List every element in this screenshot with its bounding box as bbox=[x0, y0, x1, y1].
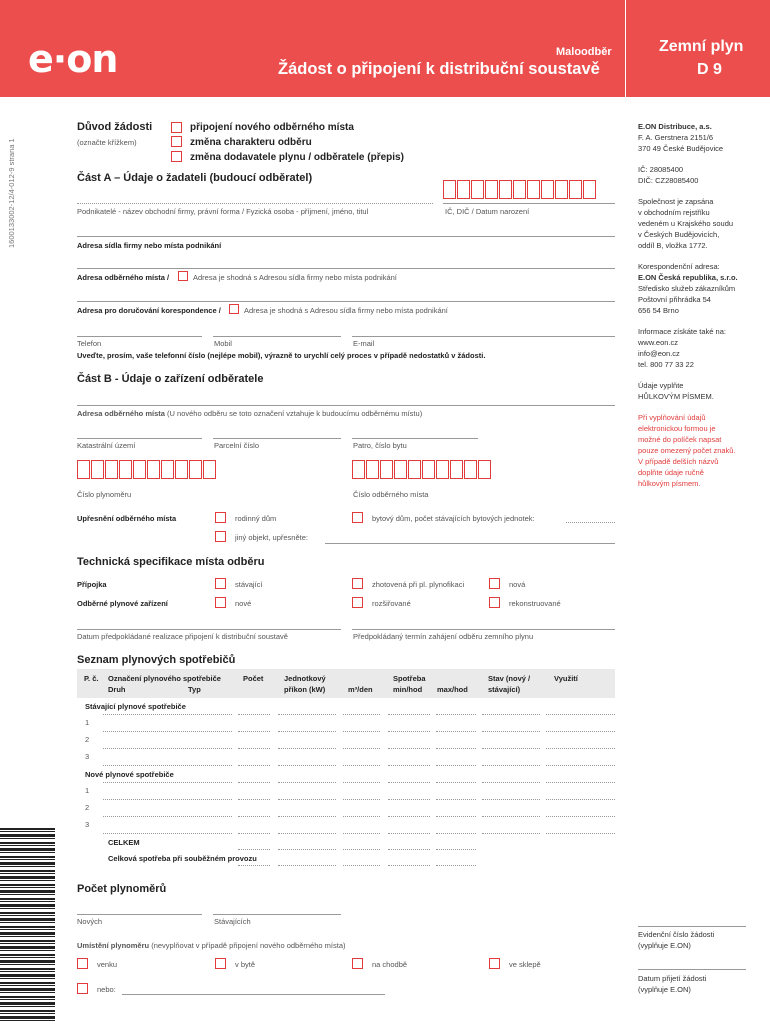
zarizeni-nove-checkbox[interactable] bbox=[215, 597, 226, 608]
company-dic: DIČ: CZ28085400 bbox=[638, 176, 699, 185]
duvod-option-1-checkbox[interactable] bbox=[171, 122, 182, 133]
table-cell-line[interactable] bbox=[343, 731, 380, 732]
patro-input-line[interactable] bbox=[352, 438, 478, 439]
termin-input-line[interactable] bbox=[352, 629, 615, 630]
pripojka-label: Přípojka bbox=[77, 580, 107, 589]
ic-label: IČ, DIČ / Datum narození bbox=[445, 207, 530, 216]
katastr-label: Katastrální území bbox=[77, 441, 136, 450]
register-4: v Českých Budějovicích, bbox=[638, 230, 720, 239]
table-cell-line[interactable] bbox=[238, 799, 270, 800]
duvod-title: Důvod žádosti bbox=[77, 121, 153, 133]
table-cell-line[interactable] bbox=[482, 816, 540, 817]
table-cell-line[interactable] bbox=[436, 865, 476, 866]
pripojka-stavajici-checkbox[interactable] bbox=[215, 578, 226, 589]
zarizeni-rekonstruovane-checkbox[interactable] bbox=[489, 597, 500, 608]
pripojka-nova-label: nová bbox=[509, 580, 526, 589]
company-name: E.ON Distribuce, a.s. bbox=[638, 122, 712, 131]
koresp-same-label: Adresa je shodná s Adresou sídla firmy nebo místa podnikání bbox=[244, 306, 448, 315]
table-cell-line[interactable] bbox=[436, 731, 476, 732]
table-cell-line[interactable] bbox=[343, 849, 380, 850]
th-spotreba: Spotřeba bbox=[393, 674, 426, 683]
duvod-hint: (označte křížkem) bbox=[77, 138, 137, 147]
info-1: Informace získáte také na: bbox=[638, 327, 726, 336]
company-addr-1: F. A. Gerstnera 2151/6 bbox=[638, 133, 714, 142]
rodinny-label: rodinný dům bbox=[235, 514, 277, 523]
th-pc: P. č. bbox=[84, 674, 99, 683]
addr-odber-label bbox=[77, 409, 422, 418]
register-2: v obchodním rejstříku bbox=[638, 208, 710, 217]
plynomer-label: Číslo plynoměru bbox=[77, 490, 132, 499]
bytovy-count-input[interactable] bbox=[566, 522, 615, 523]
table-cell-line[interactable] bbox=[103, 765, 232, 766]
header-divider bbox=[625, 0, 626, 97]
table-cell-line[interactable] bbox=[482, 748, 540, 749]
odber-same-label: Adresa je shodná s Adresou sídla firmy nebo místa podnikání bbox=[193, 273, 397, 282]
table-cell-line[interactable] bbox=[436, 833, 476, 834]
celkem-label: CELKEM bbox=[108, 838, 140, 847]
datum-realizace-label: Datum předpokládané realizace připojení k distribuční soustavě bbox=[77, 632, 288, 641]
table-cell-line[interactable] bbox=[103, 714, 232, 715]
duvod-option-3-label: změna dodavatele plynu / odběratele (přepis) bbox=[190, 152, 404, 163]
th-min-hod: min/hod bbox=[393, 685, 423, 694]
stavajici-row-1-number: 1 bbox=[85, 718, 90, 727]
koresp-2: E.ON Česká republika, s.r.o. bbox=[638, 273, 738, 282]
th-stav-2: stávající) bbox=[488, 685, 521, 694]
telefon-input-line[interactable] bbox=[77, 336, 202, 337]
table-cell-line[interactable] bbox=[436, 782, 476, 783]
table-cell-line[interactable] bbox=[278, 782, 336, 783]
th-druh: Druh bbox=[108, 685, 126, 694]
v-byte-checkbox[interactable] bbox=[215, 958, 226, 969]
prijeti-label-1: Datum přijetí žádosti bbox=[638, 974, 707, 983]
table-cell-line[interactable] bbox=[482, 799, 540, 800]
parcela-label: Parcelní číslo bbox=[214, 441, 260, 450]
th-max-hod: max/hod bbox=[437, 685, 468, 694]
misto-label: Číslo odběrného místa bbox=[353, 490, 429, 499]
th-m3-den: m³/den bbox=[348, 685, 373, 694]
table-cell-line[interactable] bbox=[278, 765, 336, 766]
duvod-option-3-checkbox[interactable] bbox=[171, 151, 182, 162]
table-cell-line[interactable] bbox=[546, 816, 615, 817]
nove-row-1-number: 1 bbox=[85, 786, 90, 795]
table-cell-line[interactable] bbox=[238, 782, 270, 783]
table-cell-line[interactable] bbox=[343, 816, 380, 817]
email-input-line[interactable] bbox=[352, 336, 615, 337]
ve-sklepe-label: ve sklepě bbox=[509, 960, 541, 969]
header-code: D 9 bbox=[697, 61, 722, 78]
barcode bbox=[0, 828, 55, 1024]
side-document-code: 1600133002-12/4-012-9 strana 1 bbox=[7, 138, 16, 248]
table-cell-line[interactable] bbox=[103, 816, 232, 817]
table-cell-line[interactable] bbox=[388, 731, 430, 732]
info-email[interactable]: info@eon.cz bbox=[638, 349, 680, 358]
jinde-checkbox[interactable] bbox=[77, 983, 88, 994]
table-cell-line[interactable] bbox=[103, 782, 232, 783]
prijeti-input-line[interactable] bbox=[638, 969, 746, 970]
duvod-option-1-label: připojení nového odběrného místa bbox=[190, 122, 354, 133]
jinde-label: nebo: bbox=[97, 985, 116, 994]
koresp-same-checkbox[interactable] bbox=[229, 304, 239, 314]
sidlo-label: Adresa sídla firmy nebo místa podnikání bbox=[77, 241, 222, 250]
table-cell-line[interactable] bbox=[482, 731, 540, 732]
table-cell-line[interactable] bbox=[546, 765, 615, 766]
nove-spotrebice-label: Nové plynové spotřebiče bbox=[85, 770, 174, 779]
koresp-3: Středisko služeb zákazníkům bbox=[638, 284, 736, 293]
na-chodbe-checkbox[interactable] bbox=[352, 958, 363, 969]
register-5: oddíl B, vložka 1772. bbox=[638, 241, 708, 250]
table-cell-line[interactable] bbox=[278, 849, 336, 850]
telefon-label: Telefon bbox=[77, 339, 102, 348]
table-cell-line[interactable] bbox=[343, 782, 380, 783]
table-cell-line[interactable] bbox=[546, 714, 615, 715]
stavajici-row-2-number: 2 bbox=[85, 735, 90, 744]
table-cell-line[interactable] bbox=[482, 765, 540, 766]
zarizeni-nove-label: nové bbox=[235, 599, 252, 608]
nove-row-2-number: 2 bbox=[85, 803, 90, 812]
fill-note-2: HŮLKOVÝM PÍSMEM. bbox=[638, 392, 714, 401]
sidlo-input-line[interactable] bbox=[77, 236, 615, 237]
bytovy-label: bytový dům, počet stávajících bytových jednotek: bbox=[372, 514, 535, 523]
pripojka-nova-checkbox[interactable] bbox=[489, 578, 500, 589]
table-cell-line[interactable] bbox=[278, 714, 336, 715]
seznam-title: Seznam plynových spotřebičů bbox=[77, 654, 236, 666]
bytovy-checkbox[interactable] bbox=[352, 512, 363, 523]
addr-odber-label-rest: (U nového odběru se toto označení vztahuje k budoucímu odběrnému místu) bbox=[164, 409, 423, 418]
register-3: vedeném u Krajského soudu bbox=[638, 219, 734, 228]
jiny-label: jiný objekt, upřesněte: bbox=[235, 533, 308, 542]
duvod-option-2-label: změna charakteru odběru bbox=[190, 137, 312, 148]
part-a-title: Část A – Údaje o žadateli (budoucí odběratel) bbox=[77, 172, 313, 184]
zarizeni-rekonstruovane-label: rekonstruované bbox=[509, 599, 561, 608]
koresp-5: 656 54 Brno bbox=[638, 306, 679, 315]
upresneni-label: Upřesnění odběrného místa bbox=[77, 514, 177, 523]
zarizeni-label: Odběrné plynové zařízení bbox=[77, 599, 168, 608]
stavajicich-input-line[interactable] bbox=[213, 914, 341, 915]
table-cell-line[interactable] bbox=[278, 748, 336, 749]
zarizeni-rozsirovane-label: rozšiřované bbox=[372, 599, 411, 608]
pripojka-zhotovena-label: zhotovená při pl. plynofikaci bbox=[372, 580, 465, 589]
table-cell-line[interactable] bbox=[238, 849, 270, 850]
table-cell-line[interactable] bbox=[546, 731, 615, 732]
celkova-spotreba-label: Celková spotřeba při souběžném provozu bbox=[108, 854, 257, 863]
rodinny-checkbox[interactable] bbox=[215, 512, 226, 523]
ve-sklepe-checkbox[interactable] bbox=[489, 958, 500, 969]
right-info-column bbox=[638, 121, 738, 489]
koresp-4: Poštovní přihrádka 54 bbox=[638, 295, 711, 304]
umisteni-label-bold: Umístění plynoměru bbox=[77, 941, 150, 950]
table-cell-line[interactable] bbox=[388, 765, 430, 766]
v-byte-label: v bytě bbox=[235, 960, 256, 969]
th-pocet: Počet bbox=[243, 674, 264, 683]
table-cell-line[interactable] bbox=[278, 816, 336, 817]
table-cell-line[interactable] bbox=[482, 714, 540, 715]
table-cell-line[interactable] bbox=[388, 748, 430, 749]
table-cell-line[interactable] bbox=[238, 816, 270, 817]
addr-odber-input-line[interactable] bbox=[77, 405, 615, 406]
jiny-checkbox[interactable] bbox=[215, 531, 226, 542]
table-cell-line[interactable] bbox=[343, 865, 380, 866]
odber-input-line[interactable] bbox=[77, 268, 615, 269]
name-label: Podnikatelé - název obchodní firmy, právní forma / Fyzická osoba - příjmení, jméno, titul bbox=[77, 207, 369, 216]
table-cell-line[interactable] bbox=[278, 833, 336, 834]
table-cell-line[interactable] bbox=[388, 782, 430, 783]
th-vyuziti: Využití bbox=[554, 674, 578, 683]
evid-label-1: Evidenční číslo žádosti bbox=[638, 930, 715, 939]
red-note-6: doplňte údaje ručně bbox=[638, 468, 704, 477]
plynomer-character-boxes[interactable] bbox=[77, 460, 217, 479]
venku-label: venku bbox=[97, 960, 118, 969]
evid-input-line[interactable] bbox=[638, 926, 746, 927]
th-jednotkovy: Jednotkový bbox=[284, 674, 326, 683]
jinde-input-line[interactable] bbox=[122, 994, 385, 995]
zarizeni-rozsirovane-checkbox[interactable] bbox=[352, 597, 363, 608]
odber-same-checkbox[interactable] bbox=[178, 271, 188, 281]
addr-odber-label-bold: Adresa odběrného místa bbox=[77, 409, 165, 418]
nove-row-3-number: 3 bbox=[85, 820, 90, 829]
koresp-1: Korespondenční adresa: bbox=[638, 262, 720, 271]
red-note-4: pouze omezený počet znaků. bbox=[638, 446, 736, 455]
stavajici-spotrebice-label: Stávající plynové spotřebiče bbox=[85, 702, 186, 711]
table-cell-line[interactable] bbox=[436, 799, 476, 800]
datum-realizace-input-line[interactable] bbox=[77, 629, 341, 630]
table-cell-line[interactable] bbox=[343, 748, 380, 749]
ic-character-boxes[interactable] bbox=[443, 180, 597, 199]
red-note-7: hůlkovým písmem. bbox=[638, 479, 701, 488]
table-cell-line[interactable] bbox=[546, 799, 615, 800]
company-ic: IČ: 28085400 bbox=[638, 165, 684, 174]
ic-input-line bbox=[443, 203, 615, 204]
umisteni-label-rest: (nevyplňovat v případě připojení nového odběrného místa) bbox=[149, 941, 346, 950]
header-product: Zemní plyn bbox=[659, 38, 744, 55]
th-stav: Stav (nový / bbox=[488, 674, 531, 683]
jiny-input-line[interactable] bbox=[325, 543, 615, 544]
table-cell-line[interactable] bbox=[436, 849, 476, 850]
company-addr-2: 370 49 České Budějovice bbox=[638, 144, 724, 153]
pocet-title: Počet plynoměrů bbox=[77, 883, 167, 895]
red-note-2: elektronickou formou je bbox=[638, 424, 716, 433]
patro-label: Patro, číslo bytu bbox=[353, 441, 407, 450]
umisteni-label bbox=[77, 941, 345, 950]
table-cell-line[interactable] bbox=[238, 731, 270, 732]
pripojka-stavajici-label: stávající bbox=[235, 580, 263, 589]
termin-label: Předpokládaný termín zahájení odběru zemního plynu bbox=[353, 632, 534, 641]
table-cell-line[interactable] bbox=[103, 799, 232, 800]
table-cell-line[interactable] bbox=[238, 748, 270, 749]
table-cell-line[interactable] bbox=[436, 714, 476, 715]
table-cell-line[interactable] bbox=[388, 833, 430, 834]
table-cell-line[interactable] bbox=[238, 865, 270, 866]
katastr-input-line[interactable] bbox=[77, 438, 202, 439]
info-phone: tel. 800 77 33 22 bbox=[638, 360, 694, 369]
mobil-label: Mobil bbox=[214, 339, 232, 348]
venku-checkbox[interactable] bbox=[77, 958, 88, 969]
table-cell-line[interactable] bbox=[103, 748, 232, 749]
table-cell-line[interactable] bbox=[388, 849, 430, 850]
evid-label-2: (vyplňuje E.ON) bbox=[638, 941, 691, 950]
duvod-option-2-checkbox[interactable] bbox=[171, 136, 182, 147]
phone-note: Uveďte, prosím, vaše telefonní číslo (nejlépe mobil), výrazně to urychlí celý proces v případě nedostatků v žádosti. bbox=[77, 351, 486, 360]
fill-note-1: Údaje vyplňte bbox=[638, 381, 684, 390]
table-cell-line[interactable] bbox=[482, 833, 540, 834]
table-cell-line[interactable] bbox=[343, 714, 380, 715]
table-cell-line[interactable] bbox=[278, 799, 336, 800]
pripojka-zhotovena-checkbox[interactable] bbox=[352, 578, 363, 589]
koresp-label: Adresa pro doručování korespondence / bbox=[77, 306, 221, 315]
header-title: Žádost o připojení k distribuční soustavě bbox=[278, 60, 600, 78]
table-cell-line[interactable] bbox=[436, 816, 476, 817]
novych-input-line[interactable] bbox=[77, 914, 202, 915]
table-cell-line[interactable] bbox=[388, 816, 430, 817]
parcela-input-line[interactable] bbox=[213, 438, 341, 439]
stavajici-row-3-number: 3 bbox=[85, 752, 90, 761]
table-cell-line[interactable] bbox=[278, 865, 336, 866]
table-cell-line[interactable] bbox=[343, 833, 380, 834]
red-note-5: V případě delších názvů bbox=[638, 457, 719, 466]
stavajicich-label: Stávajících bbox=[214, 917, 251, 926]
koresp-input-line[interactable] bbox=[77, 301, 615, 302]
th-oznaceni: Označení plynového spotřebiče bbox=[108, 674, 221, 683]
table-cell-line[interactable] bbox=[436, 765, 476, 766]
email-label: E-mail bbox=[353, 339, 375, 348]
novych-label: Nových bbox=[77, 917, 103, 926]
table-cell-line[interactable] bbox=[238, 833, 270, 834]
red-note-3: možné do políček napsat bbox=[638, 435, 722, 444]
table-cell-line[interactable] bbox=[546, 833, 615, 834]
table-cell-line[interactable] bbox=[482, 782, 540, 783]
table-cell-line[interactable] bbox=[546, 782, 615, 783]
table-cell-line[interactable] bbox=[546, 748, 615, 749]
info-web[interactable]: www.eon.cz bbox=[638, 338, 679, 347]
eon-logo: e·on bbox=[28, 37, 118, 81]
name-input-line[interactable] bbox=[77, 203, 433, 204]
table-cell-line[interactable] bbox=[278, 731, 336, 732]
table-cell-line[interactable] bbox=[343, 799, 380, 800]
th-typ: Typ bbox=[188, 685, 201, 694]
na-chodbe-label: na chodbě bbox=[372, 960, 408, 969]
table-cell-line[interactable] bbox=[343, 765, 380, 766]
part-b-title: Část B - Údaje o zařízení odběratele bbox=[77, 373, 264, 385]
table-cell-line[interactable] bbox=[238, 714, 270, 715]
table-cell-line[interactable] bbox=[103, 731, 232, 732]
table-cell-line[interactable] bbox=[388, 865, 430, 866]
mobil-input-line[interactable] bbox=[213, 336, 341, 337]
register-1: Společnost je zapsána bbox=[638, 197, 714, 206]
th-prikon: příkon (kW) bbox=[284, 685, 326, 694]
header-subtitle: Maloodběr bbox=[556, 46, 612, 58]
tech-title: Technická specifikace místa odběru bbox=[77, 556, 265, 568]
prijeti-label-2: (vyplňuje E.ON) bbox=[638, 985, 691, 994]
table-cell-line[interactable] bbox=[388, 714, 430, 715]
misto-character-boxes[interactable] bbox=[352, 460, 492, 479]
table-cell-line[interactable] bbox=[103, 833, 232, 834]
table-cell-line[interactable] bbox=[436, 748, 476, 749]
odber-label: Adresa odběrného místa / bbox=[77, 273, 170, 282]
red-note-1: Při vyplňování údajů bbox=[638, 413, 706, 422]
table-cell-line[interactable] bbox=[238, 765, 270, 766]
table-cell-line[interactable] bbox=[388, 799, 430, 800]
